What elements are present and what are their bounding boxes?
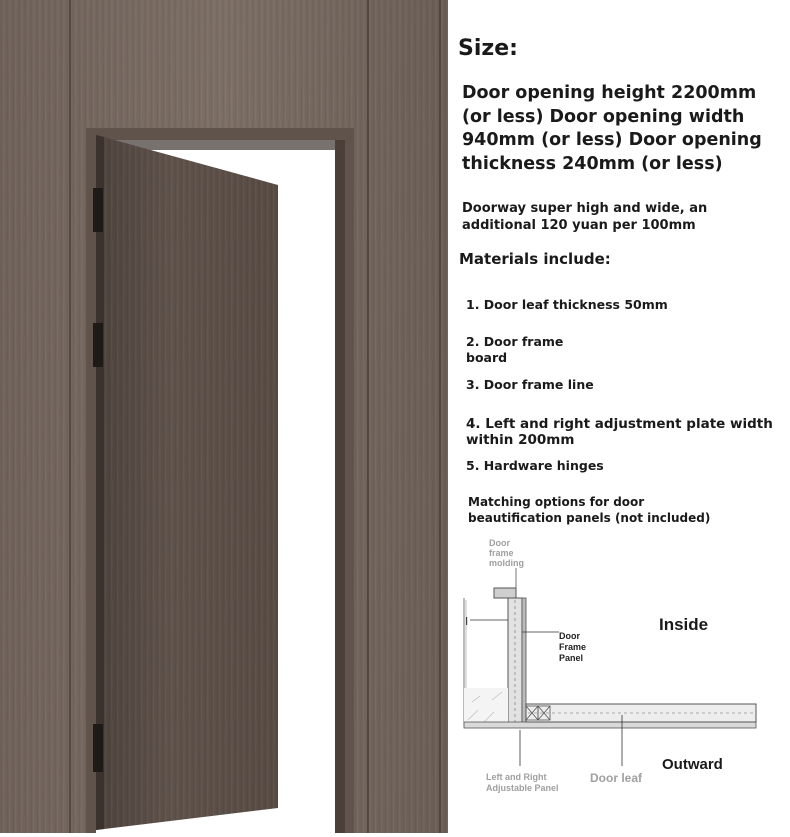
material-item: 5. Hardware hinges (466, 458, 604, 473)
material-item: 2. Door frame board (466, 334, 564, 365)
label-door-leaf: Door leaf (590, 771, 643, 785)
label-frame-panel: Door Frame Panel (559, 631, 587, 663)
size-title: Size: (458, 36, 518, 61)
cross-section-diagram (458, 530, 790, 833)
label-outward: Outward (662, 756, 723, 773)
label-adjustable: Left and Right Adjustable Panel (486, 772, 559, 793)
material-item: 1. Door leaf thickness 50mm (466, 297, 668, 312)
materials-title: Materials include: (459, 250, 611, 268)
label-molding: Door frame molding (489, 538, 524, 568)
size-description: Door opening height 2200mm (or less) Door opening width 940mm (or less) Door opening thickness 240mm (or less) (462, 83, 762, 174)
label-inside: Inside (659, 615, 709, 634)
extra-charge-note: Doorway super high and wide, an additional 120 yuan per 100mm (462, 201, 708, 233)
matching-options-note: Matching options for door beautification panels (not included) (468, 495, 711, 525)
material-item: 3. Door frame line (466, 377, 594, 392)
svg-text:I: I (465, 615, 469, 628)
material-item: 4. Left and right adjustment plate width within 200mm (466, 416, 773, 448)
